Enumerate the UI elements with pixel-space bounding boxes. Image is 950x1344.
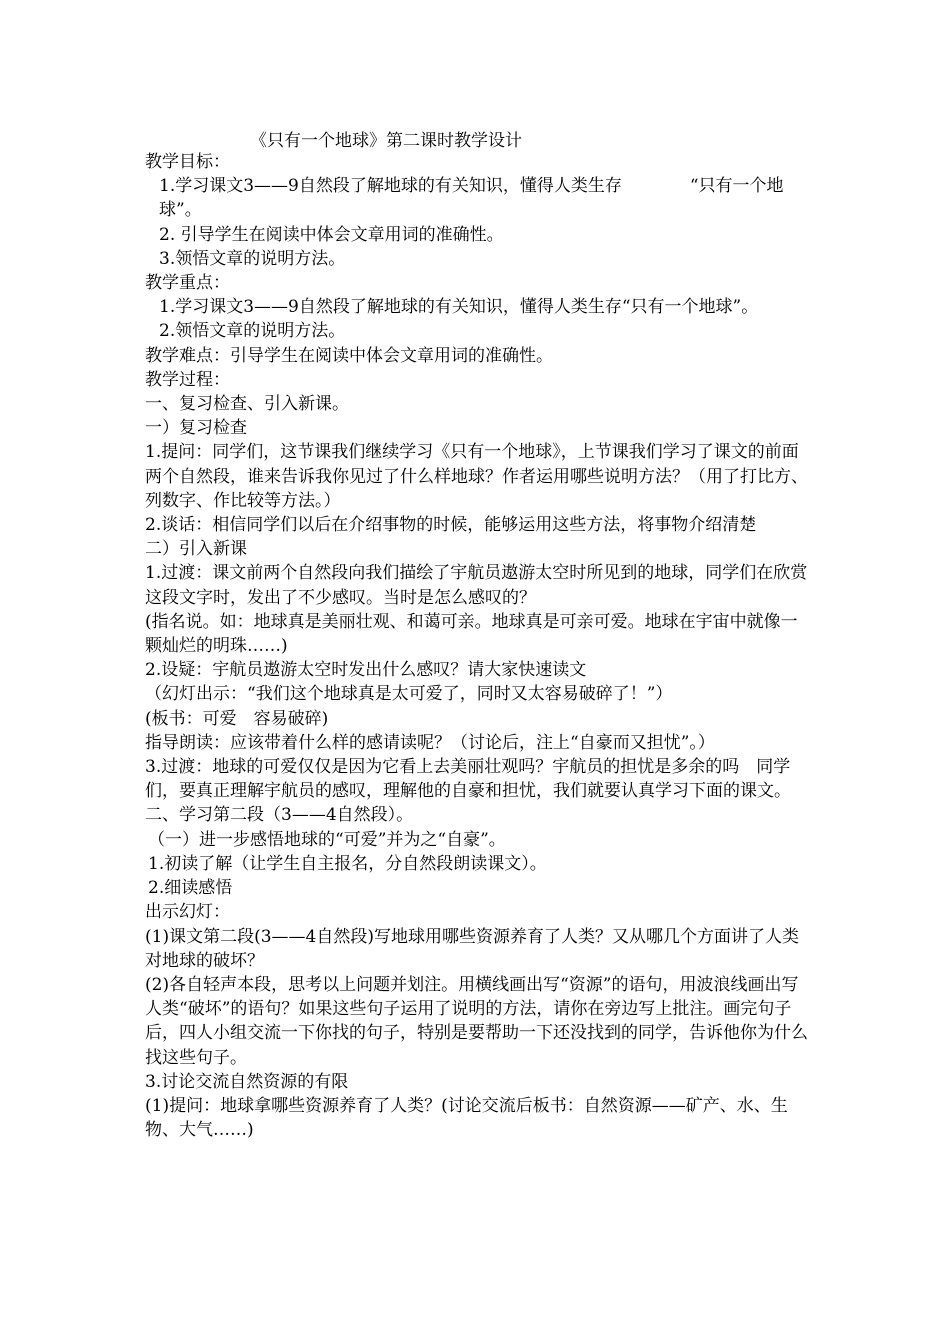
document-title: 《只有一个地球》第二课时教学设计 — [250, 131, 522, 151]
subsection-intro: 二）引入新课 — [145, 539, 247, 560]
key-point-2: 2.领悟文章的说明方法。 — [159, 321, 346, 342]
paragraph-reading-guide: 指导朗读：应该带着什么样的感请读呢？（讨论后，注上“自豪而又担忧”。） — [145, 732, 715, 753]
step-first-read: 1.初读了解（让学生自主报名，分自然段朗读课文）。 — [148, 853, 547, 874]
slide-label: 出示幻灯： — [145, 902, 230, 923]
difficulty: 教学难点：引导学生在阅读中体会文章用词的准确性。 — [145, 345, 553, 366]
objective-2: 2. 引导学生在阅读中体会文章用词的准确性。 — [159, 224, 504, 245]
step-close-read: 2.细读感悟 — [148, 878, 233, 899]
paragraph-blackboard: (板书：可爱 容易破碎) — [145, 708, 329, 729]
step-discuss: 3.讨论交流自然资源的有限 — [145, 1071, 349, 1092]
section-2-heading: 二、学习第二段（3——4自然段）。 — [145, 805, 414, 826]
section-1-heading: 一、复习检查、引入新课。 — [145, 394, 349, 415]
slide-question-1: (1)课文第二段(3——4自然段)写地球用哪些资源养育了人类？又从哪几个方面讲了人类对地球的破坏？ — [145, 926, 799, 971]
objective-1: 1.学习课文3——9自然段了解地球的有关知识，懂得人类生存 “只有一个地球”。 — [159, 176, 784, 221]
paragraph-question: 1.提问：同学们，这节课我们继续学习《只有一个地球》，上节课我们学习了课文的前面两个自然段，谁来告诉我你见过了什么样地球？作者运用哪些说明方法？（用了打比方、列数字、作比较等方法。） — [145, 442, 808, 511]
document-body — [145, 150, 810, 1142]
paragraph-transition-3: 3.过渡：地球的可爱仅仅是因为它看上去美丽壮观吗？宇航员的担忧是多余的吗 同学们，要真正理解宇航员的感叹，理解他的自豪和担忧，我们就要认真学习下面的课文。 — [145, 757, 791, 802]
subsection-feel: （一）进一步感悟地球的“可爱”并为之“自豪”。 — [148, 829, 506, 850]
objective-3: 3.领悟文章的说明方法。 — [159, 248, 346, 269]
paragraph-query: 2.设疑：宇航员遨游太空时发出什么感叹？请大家快速读文 — [145, 660, 587, 681]
subsection-review: 一）复习检查 — [145, 418, 247, 439]
discuss-question-1: (1)提问：地球拿哪些资源养育了人类？(讨论交流后板书：自然资源——矿产、水、生物、大气……) — [145, 1095, 788, 1141]
paragraph-answers: (指名说。如：地球真是美丽壮观、和蔼可亲。地球真是可亲可爱。地球在宇宙中就像一颗灿烂的明珠……) — [145, 611, 798, 657]
slide-question-2: (2)各自轻声本段，思考以上问题并划注。用横线画出写“资源”的语句，用波浪线画出写人类“破坏”的语句？如果这些句子运用了说明的方法，请你在旁边写上批注。画完句子后，四人小组交流一下你找的句子，特别是要帮助一下还没找到的同学，告诉他你为什么找这些句子。 — [145, 974, 808, 1068]
heading-objectives: 教学目标： — [145, 152, 230, 172]
paragraph-talk: 2.谈话：相信同学们以后在介绍事物的时候，能够运用这些方法，将事物介绍清楚 — [145, 515, 757, 536]
paragraph-slide: （幻灯出示：“我们这个地球真是太可爱了，同时又太容易破碎了！”） — [145, 684, 673, 705]
heading-key-points: 教学重点： — [145, 273, 230, 294]
key-point-1: 1.学习课文3——9自然段了解地球的有关知识，懂得人类生存“只有一个地球”。 — [159, 297, 759, 318]
paragraph-transition-1: 1.过渡：课文前两个自然段向我们描绘了宇航员遨游太空时所见到的地球，同学们在欣赏这段文字时，发出了不少感叹。当时是怎么感叹的？ — [145, 563, 808, 608]
heading-process: 教学过程： — [145, 369, 230, 390]
